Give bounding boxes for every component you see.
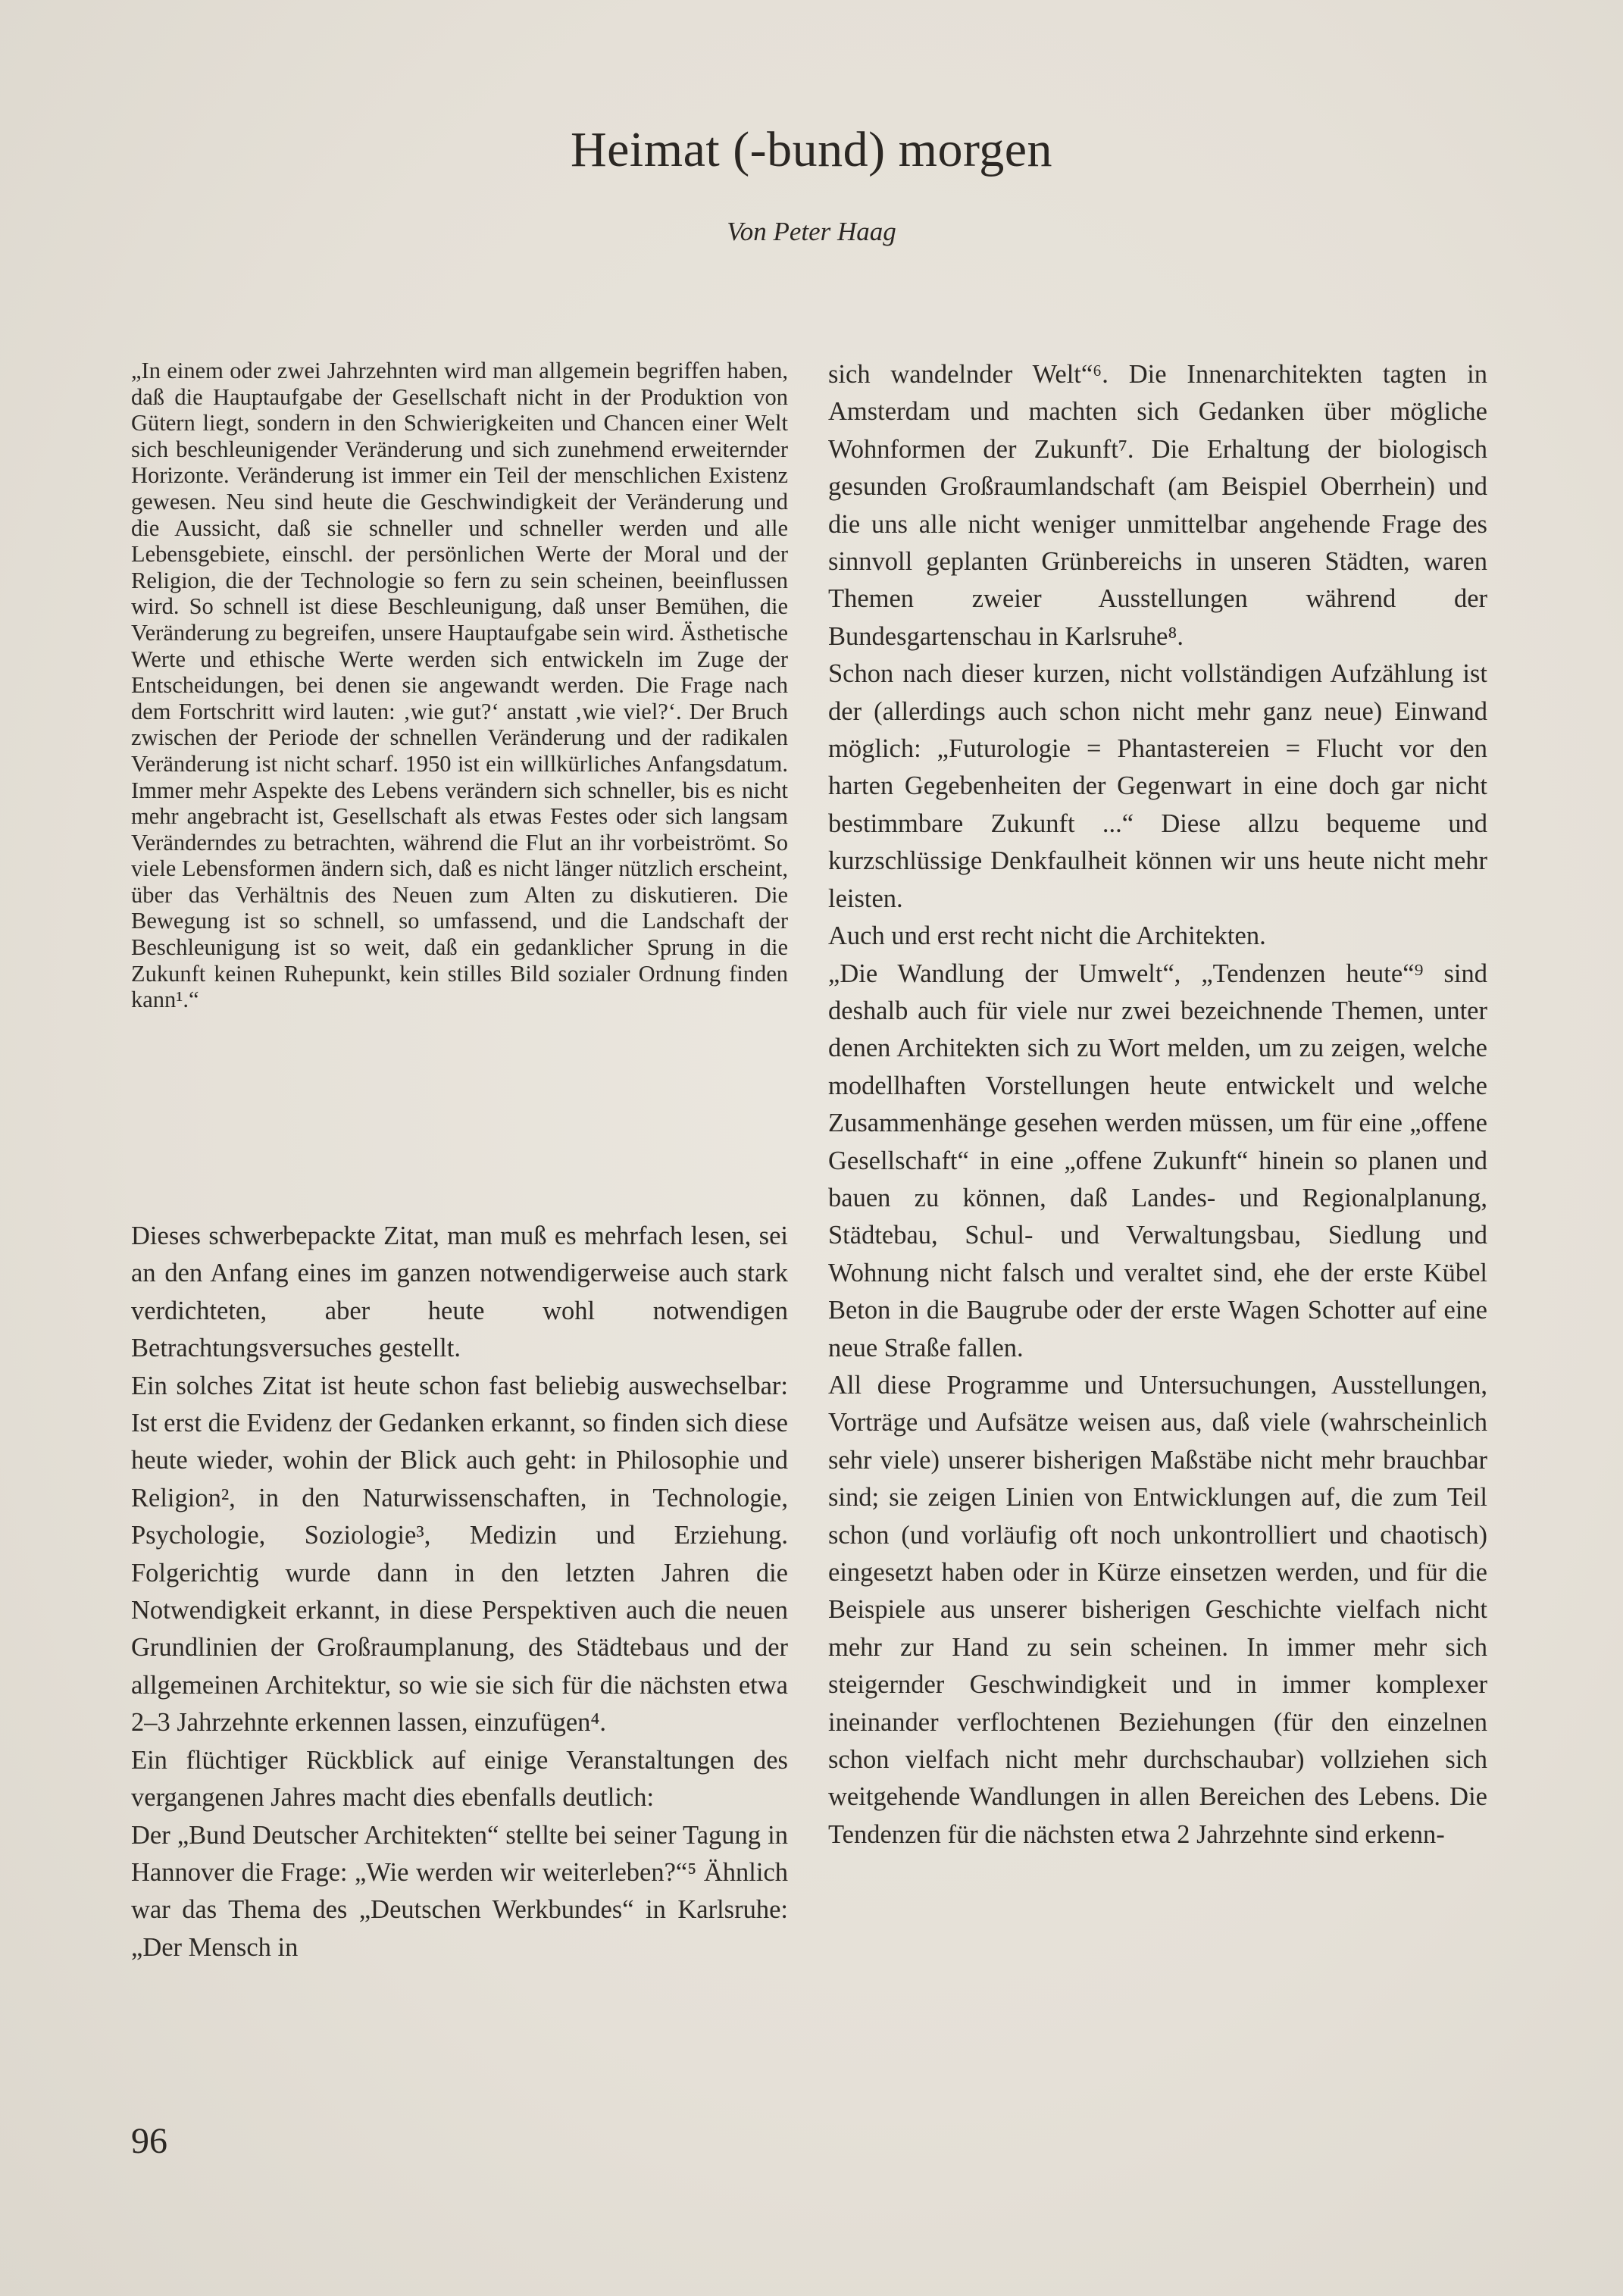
opening-quote: „In einem oder zwei Jahrzehnten wird man allgemein begriffen haben, daß die Hauptaufgabe der Gesellschaft nicht in der Produktion von Gütern liegt, sondern in den Schwierigkeiten und Chancen einer Welt sich beschleunigender Veränderung und sich zunehmend erweiternder Horizonte. Veränderung ist immer ein Teil der menschlichen Existenz gewesen. Neu sind heute die Geschwindigkeit der Veränderung und die Aussicht, daß sie schneller und schneller werden und alle Lebensgebiete, einschl. der persönlichen Werte der Moral und der Religion, die der Technologie so fern zu sein scheinen, beeinflussen wird. So schnell ist diese Beschleunigung, daß unser Bemühen, die Veränderung zu begreifen, unsere Hauptaufgabe sein wird. Ästhetische Werte und ethische Werte werden sich entwickeln im Zuge der Entscheidungen, bei denen sie angewandt werden. Die Frage nach dem Fortschritt wird lauten: ‚wie gut?‘ anstatt ‚wie viel?‘. Der Bruch zwischen der Periode der schnellen Veränderung und der radikalen Veränderung ist nicht scharf. 1950 ist ein willkürliches Anfangsdatum. Immer mehr Aspekte des Lebens verändern sich schneller, bis es nicht mehr angebracht ist, Gesellschaft als etwas Festes oder sich langsam Veränderndes zu betrachten, während die Flut an ihr vorbeiströmt. So viele Lebensformen ändern sich, daß es nicht länger nützlich erscheint, über das Verhältnis des Neuen zum Alten zu diskutieren. Die Bewegung ist so schnell, so umfassend, und die Landschaft der Beschleunigung ist so weit, daß ein gedanklicher Sprung in die Zukunft keinen Ruhepunkt, kein stilles Bild sozialer Ordnung finden kann¹.“ [131,358,788,1013]
author-byline: Von Peter Haag [727,217,896,246]
paragraph: sich wandelnder Welt“⁶. Die Innenarchitekten tagten in Amsterdam und machten sich Gedanken über mögliche Wohnformen der Zukunft⁷. Die Erhaltung der biologisch gesunden Großraumlandschaft (am Beispiel Oberrhein) und die uns alle nicht weniger unmittelbar angehende Frage des sinnvoll geplanten Grünbereichs in unseren Städten, waren Themen zweier Ausstellungen während der Bundesgartenschau in Karlsruhe⁸. [828,360,1487,651]
paragraph: Der „Bund Deutscher Architekten“ stellte bei seiner Tagung in Hannover die Frage: „Wie werden wir weiterleben?“⁵ Ähnlich war das Thema des „Deutschen Werkbundes“ in Karlsruhe: „Der Mensch in [131,1820,788,1962]
paragraph: Schon nach dieser kurzen, nicht vollständigen Aufzählung ist der (allerdings auch schon nicht mehr ganz neue) Einwand möglich: „Futurologie = Phantastereien = Flucht vor den harten Gegebenheiten der Gegenwart in eine doch gar nicht bestimmbare Zukunft ...“ Diese allzu bequeme und kurzschlüssige Denkfaulheit können wir uns heute nicht mehr leisten. [828,659,1487,913]
paragraph: Ein flüchtiger Rückblick auf einige Veranstaltungen des vergangenen Jahres macht dies ebenfalls deutlich: [131,1745,788,1813]
article-title: Heimat (-bund) morgen [570,122,1053,177]
paragraph: Ein solches Zitat ist heute schon fast beliebig auswechselbar: Ist erst die Evidenz der Gedanken erkannt, so finden sich diese heute wieder, wohin der Blick auch geht: in Philosophie und Religion², in den Naturwissenschaften, in Technologie, Psychologie, Soziologie³, Medizin und Erziehung. Folgerichtig wurde dann in den letzten Jahren die Notwendigkeit erkannt, in diese Perspektiven auch die neuen Grundlinien der Großraumplanung, des Städtebaus und der allgemeinen Architektur, so wie sie sich für die nächsten etwa 2–3 Jahrzehnte erkennen lassen, einzufügen⁴. [131,1371,788,1738]
page-number: 96 [131,2121,167,2161]
right-column [828,356,1487,1853]
paragraph: All diese Programme und Untersuchungen, Ausstellungen, Vorträge und Aufsätze weisen aus, daß viele (wahrscheinlich sehr viele) unserer bisherigen Maßstäbe nicht mehr brauchbar sind; sie zeigen Linien von Entwicklungen auf, die zum Teil schon (und vorläufig oft noch unkontrolliert und chaotisch) eingesetzt haben oder in Kürze einsetzen werden, und für die Beispiele aus unserer bisherigen Geschichte vielfach nicht mehr zur Hand zu sein scheinen. In immer mehr sich steigernder Geschwindigkeit und in immer komplexer ineinander verflochtenen Beziehungen (für den einzelnen schon vielfach nicht mehr durchschaubar) vollziehen sich weitgehende Wandlungen in allen Bereichen des Lebens. Die Tendenzen für die nächsten etwa 2 Jahrzehnte sind erkenn- [828,1370,1487,1849]
paragraph: Auch und erst recht nicht die Architekten. [828,921,1266,951]
left-column [131,1218,788,1966]
paragraph: Dieses schwerbepackte Zitat, man muß es mehrfach lesen, sei an den Anfang eines im ganzen notwendigerweise auch stark verdichteten, aber heute wohl notwendigen Betrachtungsversuches gestellt. [131,1222,788,1363]
paragraph: „Die Wandlung der Umwelt“, „Tendenzen heute“⁹ sind deshalb auch für viele nur zwei bezeichnende Themen, unter denen Architekten sich zu Wort melden, um zu zeigen, welche modellhaften Vorstellungen heute entwickelt und welche Zusammenhänge gesehen werden müssen, um für eine „offene Gesellschaft“ in eine „offene Zukunft“ hinein so planen und bauen zu können, daß Landes- und Regionalplanung, Städtebau, Schul- und Verwaltungsbau, Siedlung und Wohnung nicht falsch und veraltet sind, ehe der erste Kübel Beton in die Baugrube oder der erste Wagen Schotter auf eine neue Straße fallen. [828,959,1487,1362]
